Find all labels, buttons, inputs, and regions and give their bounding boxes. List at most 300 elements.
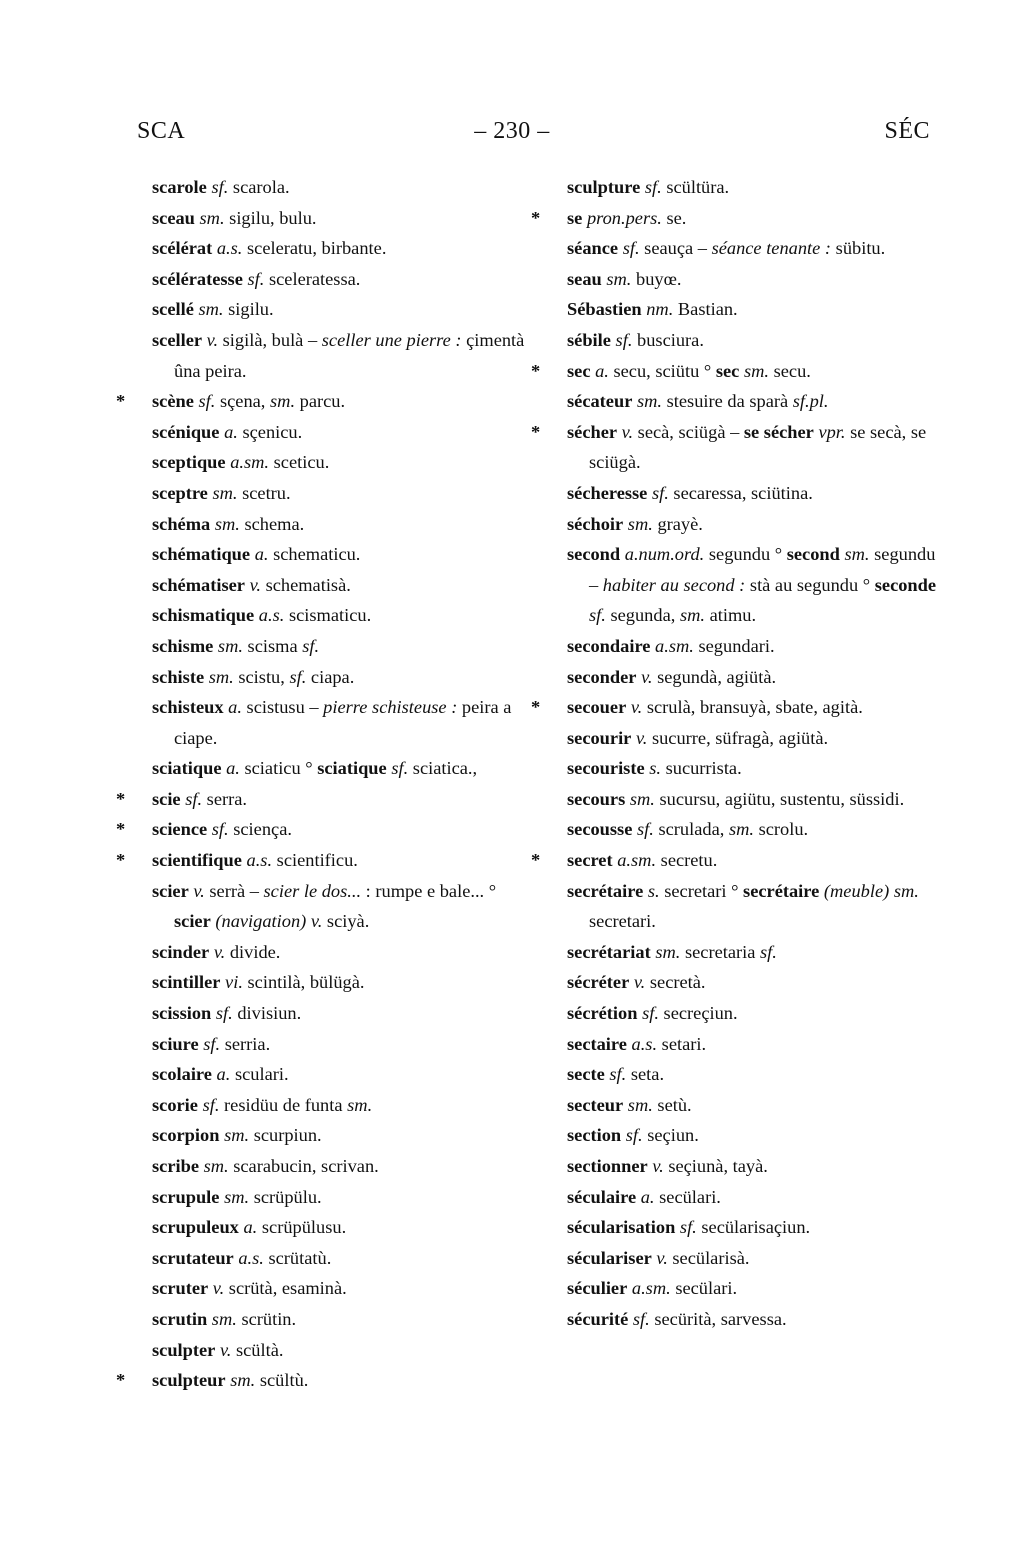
definition-text: buyœ. [631, 268, 682, 289]
definition-text: secu. [768, 360, 811, 381]
dictionary-entry [116, 784, 534, 815]
dictionary-entry [567, 1273, 941, 1304]
dictionary-entry [567, 386, 941, 417]
headword: Sébastien [567, 299, 642, 320]
grammar-abbreviation: sf. [198, 391, 216, 412]
dictionary-entry [531, 417, 941, 478]
grammar-abbreviation: sf. [622, 238, 640, 259]
grammar-abbreviation: a.num.ord. [624, 544, 705, 565]
headword: secrétaire [567, 880, 644, 901]
headword: scorie [152, 1094, 198, 1115]
grammar-abbreviation: sf.pl. [792, 391, 829, 412]
headword: scorpion [152, 1125, 220, 1146]
definition-text: secülarisà. [667, 1247, 750, 1268]
dictionary-entry [567, 325, 941, 356]
definition-text: secretu. [656, 850, 718, 871]
headword: scinder [152, 941, 210, 962]
dictionary-entry [152, 876, 534, 937]
sub-headword: secrétaire [743, 880, 820, 901]
headword: scrutin [152, 1308, 208, 1329]
dictionary-entry [152, 570, 534, 601]
headword: secourir [567, 727, 632, 748]
headword: scène [152, 391, 194, 412]
headword: sculpteur [152, 1370, 226, 1391]
grammar-abbreviation: v. [219, 1339, 232, 1360]
headword: scission [152, 1003, 212, 1024]
definition-text: sigilu, bulu. [224, 207, 317, 228]
grammar-abbreviation: a. [224, 421, 238, 442]
definition-text: secülarisaçiun. [696, 1217, 811, 1238]
definition-text: ciapa. [306, 666, 355, 687]
definition-text: sceticu. [269, 452, 330, 473]
dictionary-entry [152, 294, 534, 325]
asterisk-marker: * [116, 1370, 126, 1391]
dictionary-entry [531, 692, 941, 723]
headword: scientifique [152, 850, 242, 871]
headword: section [567, 1125, 622, 1146]
grammar-abbreviation: vi. [225, 972, 243, 993]
definition-text: secaressa, sciütina. [668, 482, 813, 503]
grammar-abbreviation: s. [647, 880, 660, 901]
definition-text: setari. [657, 1033, 707, 1054]
example-phrase: habiter au second : [602, 574, 746, 595]
definition-text: seta. [626, 1064, 665, 1085]
grammar-abbreviation: sf. [632, 1308, 650, 1329]
grammar-abbreviation: a. [640, 1186, 655, 1207]
dictionary-entry [152, 753, 534, 784]
dictionary-entry [152, 1335, 534, 1366]
grammar-abbreviation: v. [621, 421, 634, 442]
headword: scolaire [152, 1064, 212, 1085]
headword: scribe [152, 1156, 199, 1176]
grammar-abbreviation: sf. [589, 605, 606, 626]
right-column [531, 172, 941, 1335]
definition-text: scrütatù. [263, 1247, 332, 1268]
headword: schisme [152, 635, 214, 656]
dictionary-entry [116, 386, 534, 417]
headword: secrétariat [567, 941, 651, 962]
definition-text: serra. [202, 788, 248, 809]
header-right-guide: SÉC [884, 118, 930, 144]
definition-text: scrütin. [236, 1308, 297, 1329]
asterisk-marker: * [116, 391, 126, 412]
definition-text: secà, sciügà – [633, 421, 744, 442]
headword: secteur [567, 1094, 624, 1115]
asterisk-marker: * [531, 697, 541, 718]
headword: schismatique [152, 605, 255, 626]
grammar-abbreviation: sm. [655, 941, 681, 962]
dictionary-entry [152, 539, 534, 570]
definition-text: schematicu. [268, 544, 361, 565]
dictionary-entry [567, 1243, 941, 1274]
headword: sec [567, 360, 591, 381]
dictionary-entry [567, 1182, 941, 1213]
headword: se [567, 207, 583, 228]
example-phrase: séance tenante : [711, 238, 832, 259]
grammar-abbreviation: sf. [211, 819, 229, 840]
dictionary-entry [567, 509, 941, 540]
definition-text: sçenicu. [237, 421, 303, 442]
definition-text: divide. [225, 941, 281, 962]
definition-text: scetru. [237, 482, 291, 503]
definition-text: segundu – [589, 544, 936, 595]
headword: schiste [152, 666, 205, 687]
dictionary-entry [567, 784, 941, 815]
dictionary-entry [567, 1090, 941, 1121]
headword: sécher [567, 421, 618, 442]
dictionary-entry [152, 692, 534, 753]
headword: séchoir [567, 513, 624, 534]
grammar-abbreviation: sm. [212, 482, 238, 503]
grammar-abbreviation: sm. [214, 513, 240, 534]
dictionary-entry [152, 203, 534, 234]
definition-text: scistu, [233, 666, 290, 687]
example-phrase: (meuble) [823, 880, 890, 901]
grammar-abbreviation: sf. [615, 329, 633, 350]
headword: scruter [152, 1278, 209, 1299]
dictionary-entry [567, 264, 941, 295]
page-number: – 230 – [474, 118, 550, 144]
dictionary-entry [567, 998, 941, 1029]
definition-text: sucurrista. [661, 758, 742, 779]
headword: scrupule [152, 1186, 220, 1207]
grammar-abbreviation: v. [212, 1278, 225, 1299]
grammar-abbreviation: sm. [270, 391, 296, 412]
definition-text: secretari ° [659, 880, 744, 901]
headword: sectionner [567, 1156, 648, 1176]
definition-text: scrütà, esaminà. [224, 1278, 347, 1299]
definition-text: scültüra. [661, 177, 730, 197]
dictionary-entry [152, 1212, 534, 1243]
definition-text: scültù. [255, 1370, 309, 1391]
dictionary-entry [531, 203, 941, 234]
sub-headword: scier [174, 911, 211, 932]
grammar-abbreviation: sf. [637, 819, 654, 840]
grammar-abbreviation: a.s. [246, 850, 273, 871]
grammar-abbreviation: sm. [844, 544, 870, 565]
grammar-abbreviation: sm. [893, 880, 919, 901]
headword: scellé [152, 299, 194, 320]
definition-text: scistusu – [241, 697, 324, 718]
definition-text: çimentà ûna peira. [174, 329, 525, 381]
grammar-abbreviation: a.sm. [230, 452, 270, 473]
definition-text: sigilu. [223, 299, 274, 320]
grammar-abbreviation: sf. [202, 1094, 220, 1115]
headword: scintiller [152, 972, 221, 993]
definition-text: sceleratu, birbante. [242, 238, 387, 259]
definition-text: sigilà, bulà – [218, 329, 322, 350]
grammar-abbreviation: sm. [224, 1186, 250, 1207]
headword: scrutateur [152, 1247, 234, 1268]
example-phrase: scier le dos... [263, 880, 362, 901]
sub-headword: se sécher [743, 421, 814, 442]
headword: sécrétion [567, 1003, 638, 1024]
headword: seconder [567, 666, 637, 687]
definition-text: secu, sciütu ° [608, 360, 716, 381]
headword: secouriste [567, 758, 645, 779]
dictionary-entry [152, 937, 534, 968]
headword: sciure [152, 1033, 199, 1054]
dictionary-entry [567, 814, 941, 845]
definition-text: sciaticu ° [239, 758, 318, 779]
grammar-abbreviation: v. [630, 697, 643, 718]
definition-text: segundà, agiütà. [652, 666, 777, 687]
grammar-abbreviation: a.s. [238, 1247, 264, 1268]
definition-text: scrolu. [753, 819, 809, 840]
header-left-guide: SCA [137, 118, 186, 144]
definition-text: sçena, [215, 391, 270, 412]
dictionary-entry [531, 356, 941, 387]
dictionary-entry [567, 967, 941, 998]
headword: sculpture [567, 177, 641, 197]
grammar-abbreviation: sm. [679, 605, 705, 626]
grammar-abbreviation: sm. [606, 268, 632, 289]
grammar-abbreviation: sf. [760, 941, 777, 962]
headword: seau [567, 268, 602, 289]
grammar-abbreviation: sm. [211, 1308, 237, 1329]
dictionary-entry [152, 1029, 534, 1060]
definition-text: seçiun. [642, 1125, 699, 1146]
definition-text: sucurre, süfragà, agiütà. [647, 727, 829, 748]
grammar-abbreviation: vpr. [818, 421, 846, 442]
dictionary-entry [567, 662, 941, 693]
headword: scier [152, 880, 189, 901]
dictionary-entry [567, 294, 941, 325]
dictionary-entry [152, 662, 534, 693]
headword: séculier [567, 1278, 628, 1299]
left-column [116, 172, 534, 1396]
grammar-abbreviation: a. [595, 360, 609, 381]
grammar-abbreviation: a. [216, 1064, 231, 1085]
definition-text: secürità, sarvessa. [649, 1308, 787, 1329]
dictionary-entry [567, 1304, 941, 1335]
dictionary-entry [567, 172, 941, 203]
dictionary-entry [116, 814, 534, 845]
headword: sécurité [567, 1308, 629, 1329]
dictionary-entry [152, 1243, 534, 1274]
dictionary-entry [567, 1212, 941, 1243]
definition-text: scintilà, bülügà. [242, 972, 365, 993]
definition-text: scrüpülu. [249, 1186, 322, 1207]
grammar-abbreviation: a.s. [258, 605, 285, 626]
definition-text: se secà, se sciügà. [589, 421, 927, 473]
grammar-abbreviation: a.s. [216, 238, 243, 259]
dictionary-entry [152, 264, 534, 295]
definition-text: seçiunà, tayà. [663, 1156, 768, 1176]
dictionary-entry [152, 1120, 534, 1151]
headword: sécularisation [567, 1217, 676, 1238]
grammar-abbreviation: sm. [347, 1094, 373, 1115]
definition-text: grayè. [652, 513, 703, 534]
definition-text: scrulà, bransuyà, sbate, agità. [642, 697, 863, 718]
grammar-abbreviation: a. [243, 1217, 258, 1238]
definition-text: sübitu. [831, 238, 886, 259]
grammar-abbreviation: nm. [646, 299, 674, 320]
headword: sceau [152, 207, 195, 228]
headword: scélérat [152, 238, 213, 259]
headword: secours [567, 788, 626, 809]
grammar-abbreviation: sm. [728, 819, 754, 840]
dictionary-entry [152, 1182, 534, 1213]
definition-text: secreçiun. [658, 1003, 738, 1024]
dictionary-entry [567, 631, 941, 662]
headword: scénique [152, 421, 220, 442]
headword: sceptre [152, 482, 208, 503]
definition-text: sciença. [228, 819, 292, 840]
definition-text: scisma [242, 635, 303, 656]
example-phrase: sceller une pierre : [321, 329, 462, 350]
headword: secondaire [567, 635, 651, 656]
definition-text: peira a ciape. [174, 697, 512, 748]
headword: secousse [567, 819, 633, 840]
definition-text: stesuire da sparà [662, 391, 793, 412]
grammar-abbreviation: a.sm. [631, 1278, 671, 1299]
headword: sculpter [152, 1339, 216, 1360]
definition-text: scurpiun. [249, 1125, 322, 1146]
definition-text: secülari. [654, 1186, 721, 1207]
dictionary-entry [567, 753, 941, 784]
dictionary-entry [567, 1059, 941, 1090]
dictionary-entry [152, 1304, 534, 1335]
headword: scrupuleux [152, 1217, 239, 1238]
grammar-abbreviation: v. [652, 1156, 664, 1176]
grammar-abbreviation: sf. [211, 177, 229, 197]
definition-text: parcu. [295, 391, 346, 412]
grammar-abbreviation: a.s. [631, 1033, 658, 1054]
grammar-abbreviation: v. [310, 911, 323, 932]
sub-headword: seconde [874, 574, 937, 595]
definition-text: scültà. [231, 1339, 284, 1360]
asterisk-marker: * [531, 421, 541, 442]
dictionary-entry [567, 1029, 941, 1060]
grammar-abbreviation: sf. [644, 177, 662, 197]
definition-text: divisiun. [232, 1003, 302, 1024]
dictionary-entry [152, 447, 534, 478]
definition-text: schema. [239, 513, 305, 534]
grammar-abbreviation: v. [633, 972, 646, 993]
definition-text: seauça – [639, 238, 712, 259]
headword: sécateur [567, 391, 633, 412]
dictionary-entry [116, 1365, 534, 1396]
sub-headword: second [786, 544, 840, 565]
grammar-abbreviation: a. [226, 758, 240, 779]
dictionary-entry [152, 1151, 534, 1182]
asterisk-marker: * [116, 850, 126, 871]
grammar-abbreviation: sf. [642, 1003, 659, 1024]
definition-text: sculari. [230, 1064, 289, 1085]
definition-text: sciatica., [408, 758, 478, 779]
dictionary-entry [152, 1273, 534, 1304]
grammar-abbreviation: v. [656, 1247, 668, 1268]
headword: sécheresse [567, 482, 648, 503]
headword: schématique [152, 544, 251, 565]
grammar-abbreviation: sm. [198, 299, 224, 320]
grammar-abbreviation: sf. [302, 635, 320, 656]
dictionary-entry [152, 478, 534, 509]
grammar-abbreviation: sf. [625, 1125, 643, 1146]
headword: secte [567, 1064, 605, 1085]
definition-text: secretà. [645, 972, 706, 993]
headword: scélératesse [152, 268, 243, 289]
headword: secouer [567, 697, 627, 718]
headword: schéma [152, 513, 211, 534]
headword: second [567, 544, 621, 565]
grammar-abbreviation: v. [206, 329, 219, 350]
dictionary-entry [567, 1151, 941, 1182]
dictionary-entry [567, 876, 941, 937]
grammar-abbreviation: v. [249, 574, 261, 595]
grammar-abbreviation: sf. [679, 1217, 697, 1238]
headword: sceller [152, 329, 203, 350]
headword: séculaire [567, 1186, 637, 1207]
headword: scie [152, 788, 181, 809]
definition-text: schematisà. [260, 574, 351, 595]
grammar-abbreviation: a. [254, 544, 269, 565]
definition-text: stà au segundu ° [745, 574, 875, 595]
definition-text: serria. [220, 1033, 271, 1054]
definition-text: Bastian. [673, 299, 738, 320]
definition-text: busciura. [632, 329, 704, 350]
grammar-abbreviation: a.sm. [655, 635, 694, 656]
headword: séance [567, 238, 619, 259]
definition-text: scarabucin, scrivan. [228, 1156, 379, 1176]
grammar-abbreviation: v. [635, 727, 648, 748]
headword: science [152, 819, 208, 840]
dictionary-entry [152, 172, 534, 203]
definition-text: secretari. [589, 911, 656, 932]
dictionary-entry [152, 1090, 534, 1121]
dictionary-entry [567, 233, 941, 264]
definition-text: segundari. [693, 635, 775, 656]
grammar-abbreviation: v. [213, 941, 226, 962]
grammar-abbreviation: sm. [230, 1370, 256, 1391]
dictionary-entry [152, 233, 534, 264]
grammar-abbreviation: sf. [203, 1033, 221, 1054]
definition-text: residüu de funta [219, 1094, 348, 1115]
grammar-abbreviation: sm. [743, 360, 769, 381]
asterisk-marker: * [531, 850, 541, 871]
example-phrase: pierre schisteuse : [323, 697, 458, 718]
definition-text: secülari. [670, 1278, 738, 1299]
definition-text: setù. [652, 1094, 692, 1115]
dictionary-entry [152, 509, 534, 540]
grammar-abbreviation: s. [649, 758, 661, 779]
grammar-abbreviation: sm. [627, 513, 653, 534]
definition-text: segundu ° [704, 544, 787, 565]
asterisk-marker: * [531, 207, 541, 228]
asterisk-marker: * [116, 819, 126, 840]
asterisk-marker: * [116, 788, 126, 809]
definition-text: scarola. [228, 177, 290, 197]
dictionary-entry [567, 539, 941, 631]
dictionary-entry [531, 845, 941, 876]
dictionary-entry [567, 937, 941, 968]
definition-text: se. [661, 207, 687, 228]
definition-text: scrüpülusu. [257, 1217, 347, 1238]
headword: secret [567, 850, 613, 871]
sub-headword: sec [715, 360, 740, 381]
dictionary-entry [567, 478, 941, 509]
grammar-abbreviation: sm. [636, 391, 663, 412]
grammar-abbreviation: sm. [199, 207, 225, 228]
headword: sciatique [152, 758, 222, 779]
definition-text: segunda, [605, 605, 680, 626]
grammar-abbreviation: sf. [289, 666, 307, 687]
grammar-abbreviation: sm. [203, 1156, 229, 1176]
definition-text: scrulada, [653, 819, 729, 840]
definition-text: sucursu, agiütu, sustentu, süssidi. [654, 788, 905, 809]
definition-text: : rumpe e bale... ° [361, 880, 497, 901]
